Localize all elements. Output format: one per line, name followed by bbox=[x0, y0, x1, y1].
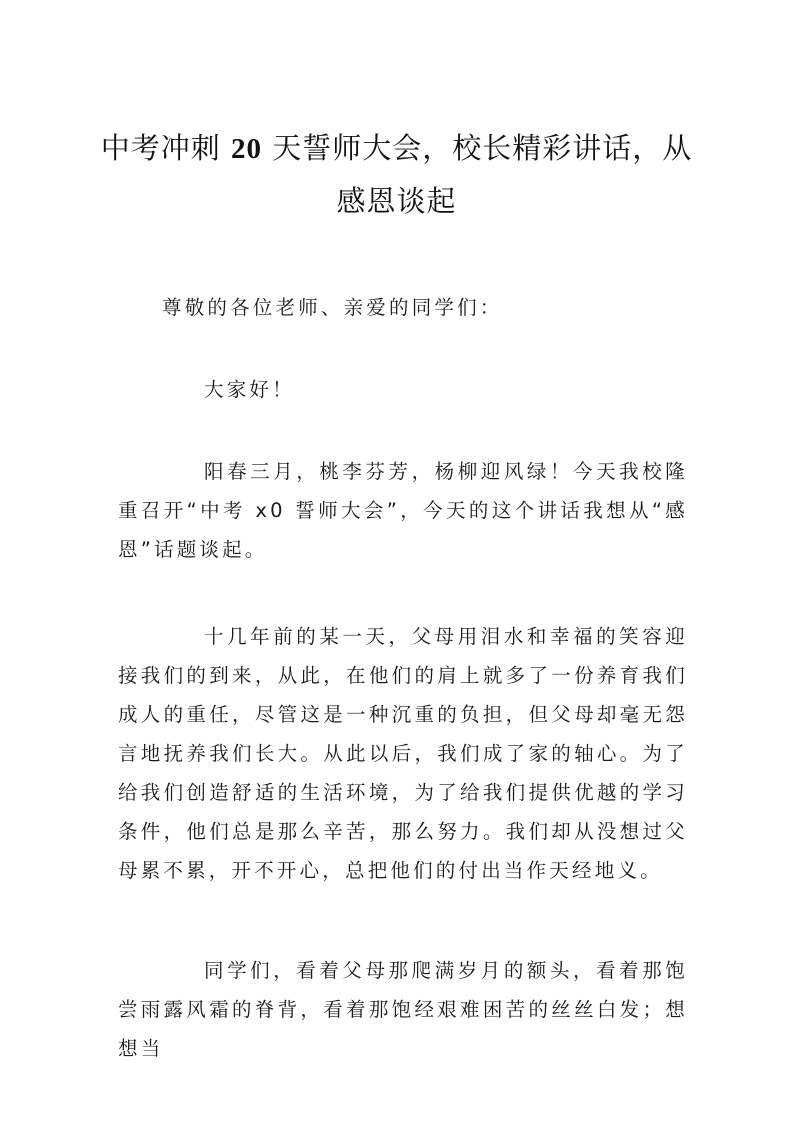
title-text-pre: 中考冲刺 bbox=[100, 131, 231, 165]
greeting: 大家好！ bbox=[204, 378, 295, 401]
title-line-2: 感恩谈起 bbox=[336, 184, 457, 218]
title-text-post: 天誓师大会，校长精彩讲话，从 bbox=[261, 131, 693, 165]
paragraph-3-block bbox=[118, 951, 688, 1068]
greeting-block bbox=[118, 370, 688, 409]
document-title bbox=[100, 122, 693, 227]
paragraph: 十几年前的某一天，父母用泪水和幸福的笑容迎接我们的到来，从此，在他们的肩上就多了一份养育我们成人的重任，尽管这是一种沉重的负担，但父母却毫无怨言地抚养我们长大。从此以后，我们成了家的轴心。为了给我们创造舒适的生活环境，为了给我们提供优越的学习条件，他们总是那么辛苦，那么努力。我们却从没想过父母累不累，开不开心，总把他们的付出当作天经地义。 bbox=[118, 625, 688, 882]
paragraph-2-block bbox=[118, 617, 688, 890]
title-number: 20 bbox=[230, 133, 262, 165]
paragraph: 同学们，看着父母那爬满岁月的额头，看着那饱尝雨露风霜的脊背，看着那饱经艰难困苦的丝丝白发；想想当 bbox=[118, 959, 688, 1060]
salutation: 尊敬的各位老师、亲爱的同学们： bbox=[162, 296, 503, 319]
salutation-block bbox=[118, 288, 688, 327]
title-line-1 bbox=[100, 122, 693, 175]
paragraph-1-block bbox=[118, 452, 688, 569]
paragraph: 阳春三月，桃李芬芳，杨柳迎风绿！今天我校隆重召开“中考 x0 誓师大会”，今天的这个讲话我想从“感恩”话题谈起。 bbox=[118, 460, 688, 561]
